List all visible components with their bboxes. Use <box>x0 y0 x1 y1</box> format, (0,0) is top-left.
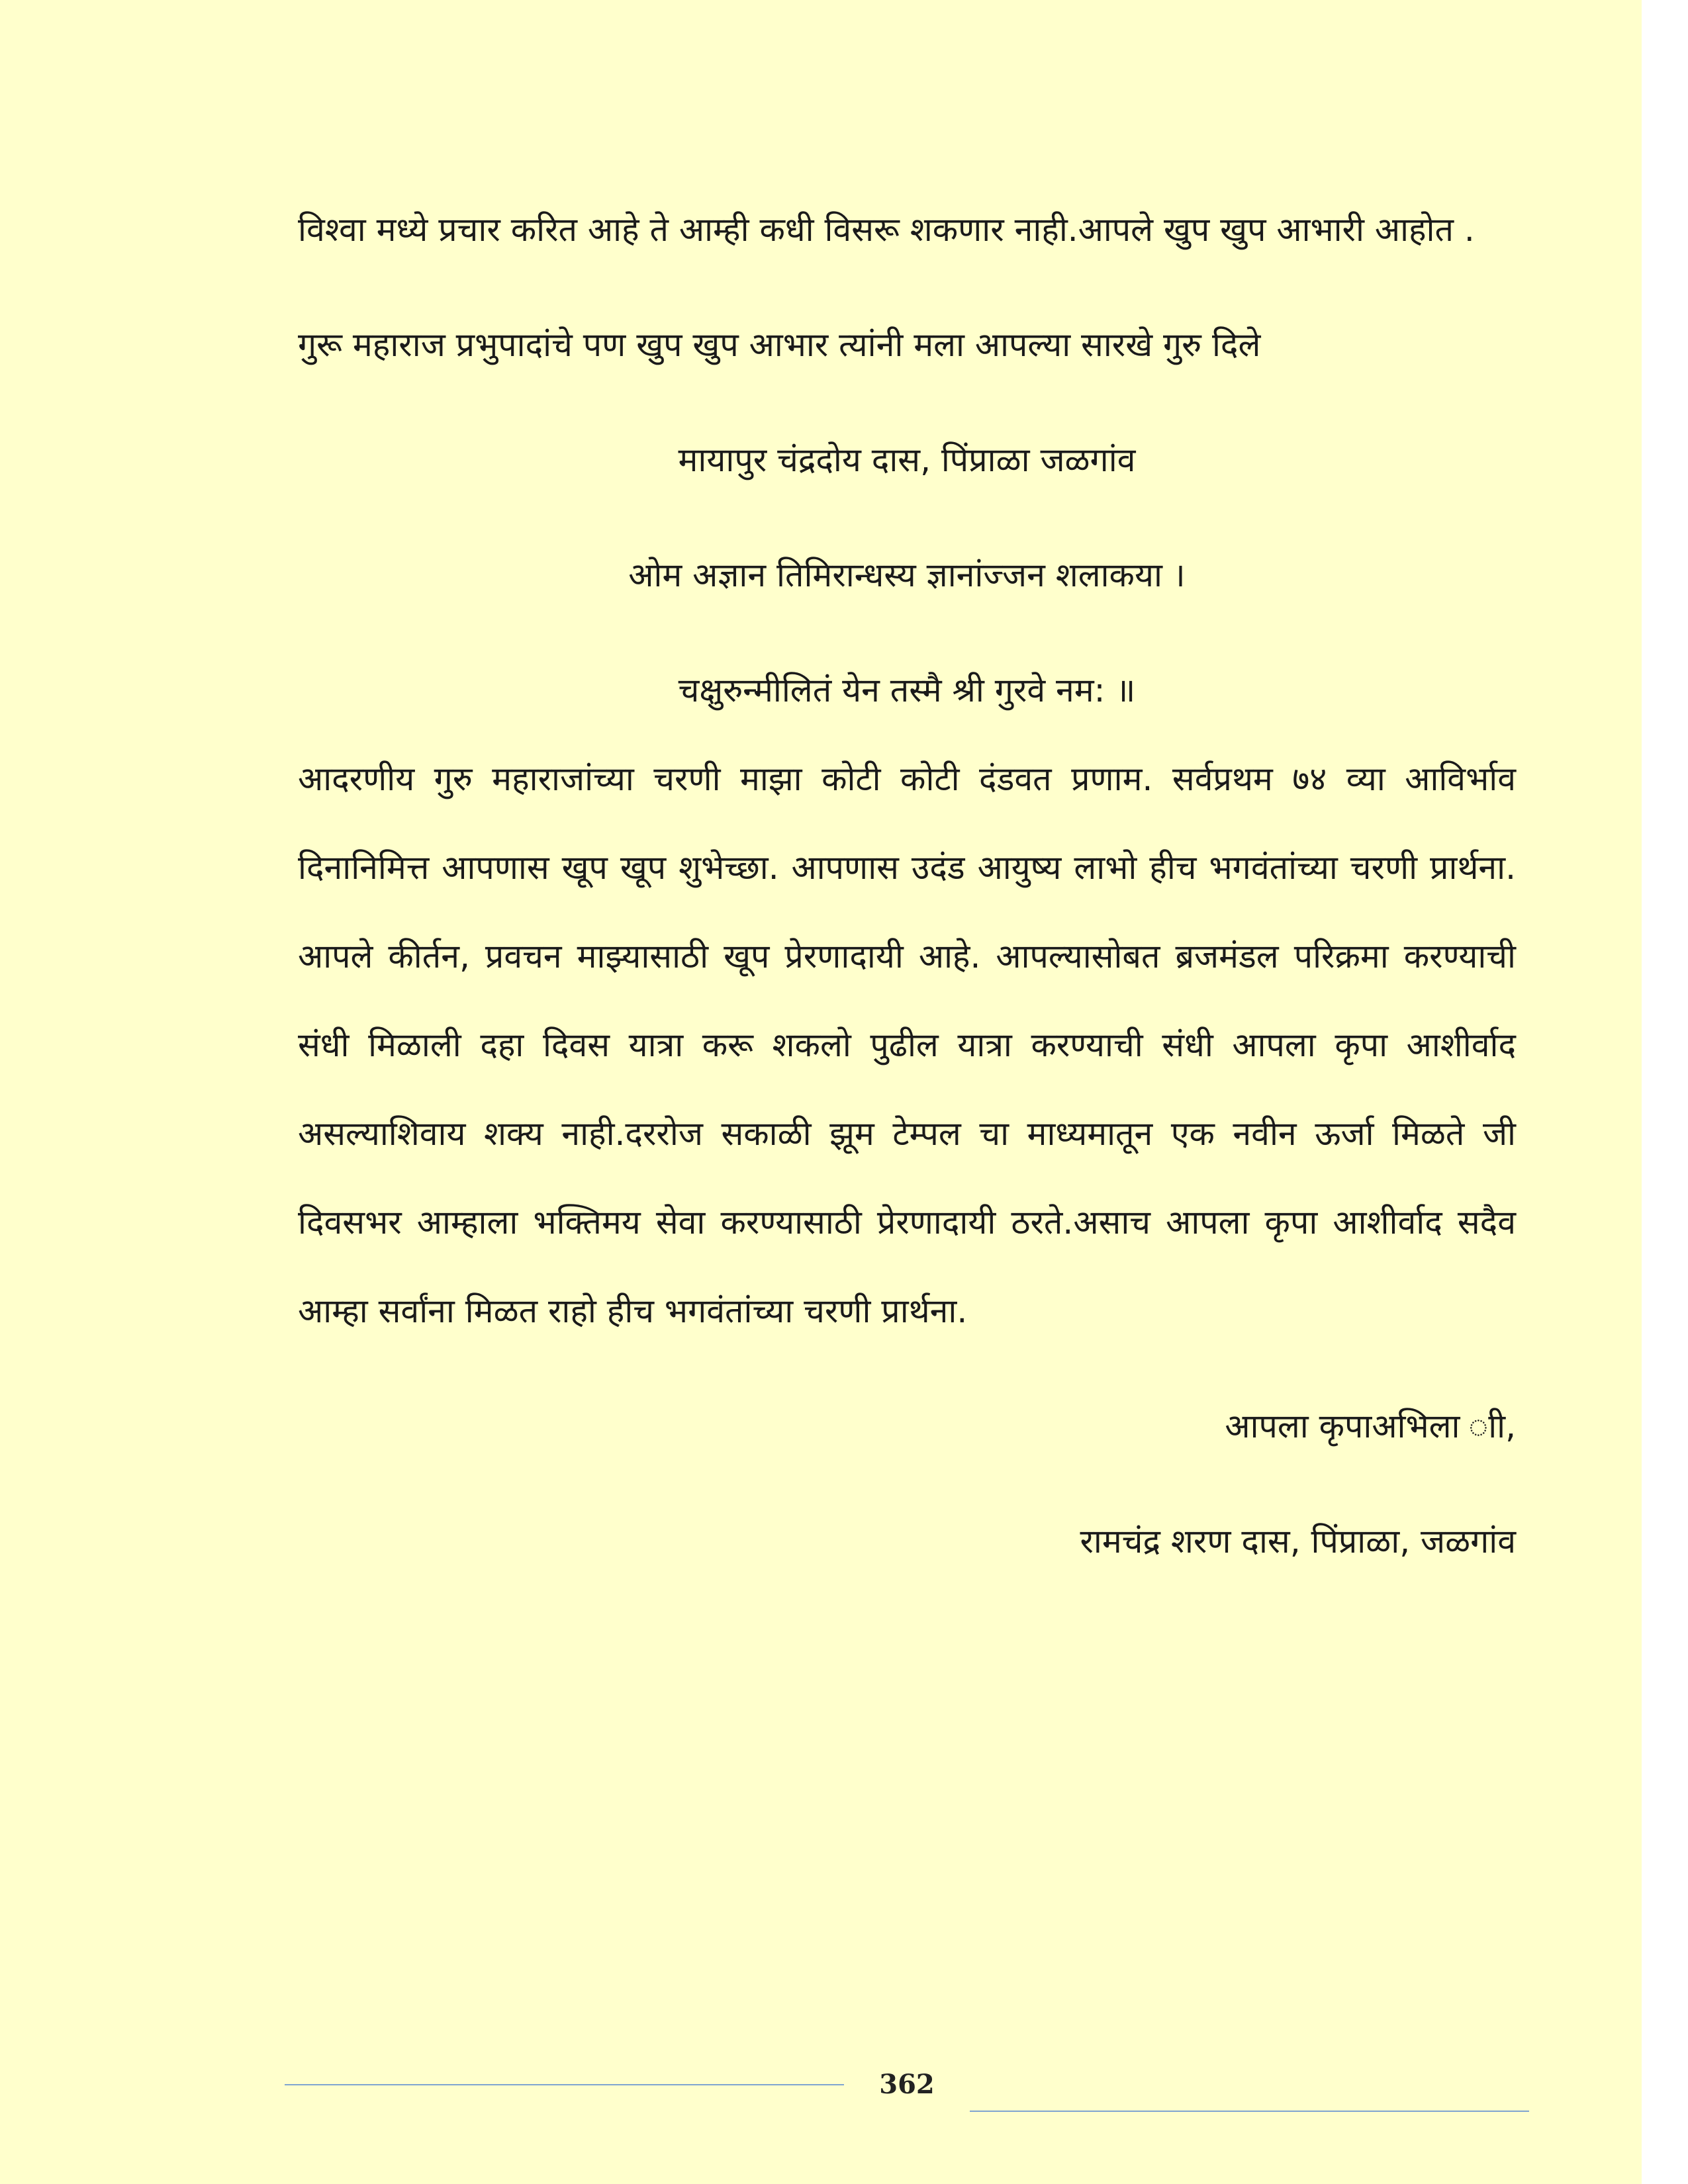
verse-line-2: चक्षुरुन्मीलितं येन तस्मै श्री गुरवे नम: ॥ <box>678 671 1136 709</box>
footer-rule-right <box>970 2111 1529 2112</box>
page-number: 362 <box>879 2069 935 2100</box>
page-content <box>298 185 1516 1586</box>
page-footer <box>285 2065 1529 2105</box>
footer-rule-left <box>285 2084 844 2085</box>
verse-line-1: ओम अज्ञान तिमिरान्धस्य ज्ञानांज्जन शलाकया । <box>628 556 1186 594</box>
paragraph-gratitude: विश्वा मध्ये प्रचार करित आहे ते आम्ही कधी विसरू शकणार नाही.आपले खुप खुप आभारी आहोत . <box>298 210 1475 249</box>
paragraph-offering: आदरणीय गुरु महाराजांच्या चरणी माझा कोटी कोटी दंडवत प्रणाम. सर्वप्रथम ७४ व्या आविर्भाव दिनानिमित्त आपणास खूप खूप शुभेच्छा. आपणास उदंड आयुष्य लाभो हीच भगवंतांच्या चरणी प्रार्थना. आपले कीर्तन, प्रवचन माझ्यासाठी खूप प्रेरणादायी आहे. आपल्यासोबत ब्रजमंडल परिक्रमा करण्याची संधी मिळाली दहा दिवस यात्रा करू शकलो पुढील यात्रा करण्याची संधी आपला कृपा आशीर्वाद असल्याशिवाय शक्य नाही.दररोज सकाळी झूम टेम्पल चा माध्यमातून एक नवीन ऊर्जा मिळते जी दिवसभर आम्हाला भक्तिमय सेवा करण्यासाठी प्रेरणादायी ठरते.असाच आपला कृपा आशीर्वाद सदैव आम्हा सर्वांना मिळत राहो हीच भगवंतांच्या चरणी प्रार्थना. <box>298 760 1516 1330</box>
paragraph-guru-thanks: गुरू महाराज प्रभुपादांचे पण खुप खुप आभार त्यांनी मला आपल्या सारखे गुरु दिले <box>298 326 1261 364</box>
signature-ramachandra-sharan-das: रामचंद्र शरण दास, पिंप्राळा, जळगांव <box>1080 1522 1516 1561</box>
closing-line: आपला कृपाअभिला ाी, <box>1225 1407 1516 1445</box>
signature-mayapur-chandrodaya-das: मायापुर चंद्रदोय दास, पिंप्राळा जळगांव <box>678 441 1136 479</box>
